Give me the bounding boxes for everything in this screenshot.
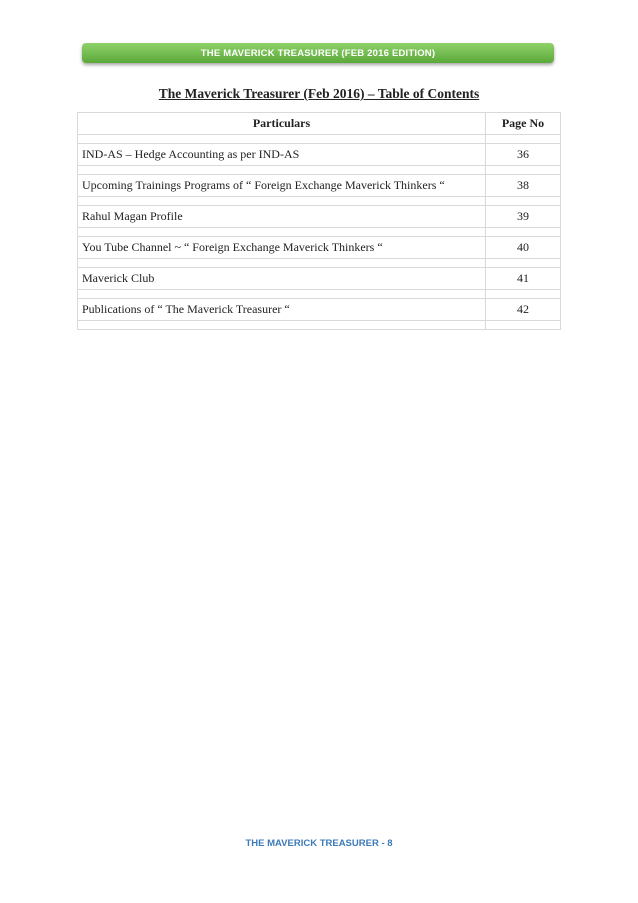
page-footer: THE MAVERICK TREASURER - 8 <box>245 838 393 849</box>
particulars-cell: You Tube Channel ~ “ Foreign Exchange Maverick Thinkers “ <box>78 237 486 259</box>
table-row <box>78 206 561 228</box>
spacer-cell <box>78 259 486 268</box>
spacer-cell <box>78 290 486 299</box>
spacer-cell <box>78 228 486 237</box>
page-cell: 40 <box>486 237 561 259</box>
toc-header-row <box>78 113 561 135</box>
page-no-header: Page No <box>486 113 561 135</box>
spacer-row <box>78 259 561 268</box>
spacer-row <box>78 321 561 330</box>
spacer-cell <box>78 321 486 330</box>
spacer-cell <box>486 166 561 175</box>
page-cell: 39 <box>486 206 561 228</box>
table-row <box>78 175 561 197</box>
spacer-row <box>78 228 561 237</box>
table-row <box>78 268 561 290</box>
spacer-cell <box>486 290 561 299</box>
page-title: The Maverick Treasurer (Feb 2016) – Table of Contents <box>158 86 480 101</box>
page-cell: 41 <box>486 268 561 290</box>
spacer-cell <box>486 228 561 237</box>
particulars-cell: Publications of “ The Maverick Treasurer “ <box>78 299 486 321</box>
header-banner: THE MAVERICK TREASURER (FEB 2016 EDITION) <box>82 43 554 63</box>
spacer-cell <box>486 197 561 206</box>
page-cell: 42 <box>486 299 561 321</box>
table-row <box>78 299 561 321</box>
table-row <box>78 237 561 259</box>
particulars-cell: Rahul Magan Profile <box>78 206 486 228</box>
spacer-cell <box>486 259 561 268</box>
spacer-row <box>78 197 561 206</box>
spacer-cell <box>78 135 486 144</box>
spacer-cell <box>486 321 561 330</box>
spacer-row <box>78 166 561 175</box>
table-row <box>78 144 561 166</box>
particulars-cell: Maverick Club <box>78 268 486 290</box>
spacer-cell <box>78 166 486 175</box>
spacer-row <box>78 290 561 299</box>
spacer-row <box>78 135 561 144</box>
page-cell: 38 <box>486 175 561 197</box>
page-cell: 36 <box>486 144 561 166</box>
toc-table <box>77 112 561 330</box>
spacer-cell <box>78 197 486 206</box>
spacer-cell <box>486 135 561 144</box>
particulars-header: Particulars <box>78 113 486 135</box>
particulars-cell: Upcoming Trainings Programs of “ Foreign Exchange Maverick Thinkers “ <box>78 175 486 197</box>
particulars-cell: IND-AS – Hedge Accounting as per IND-AS <box>78 144 486 166</box>
